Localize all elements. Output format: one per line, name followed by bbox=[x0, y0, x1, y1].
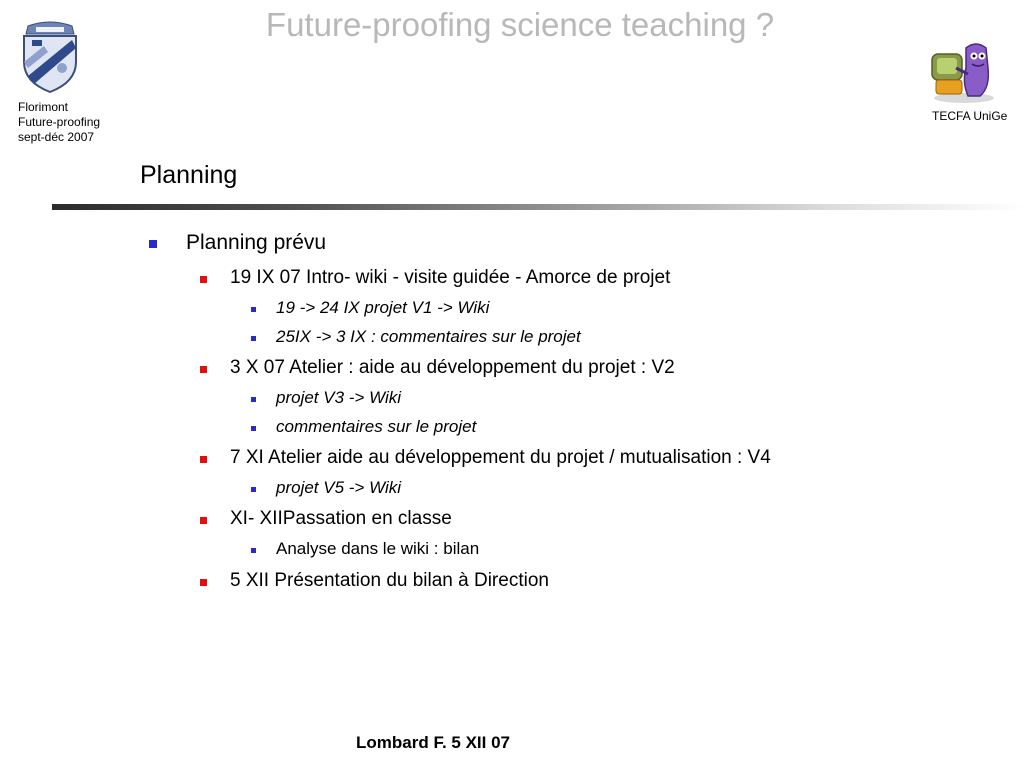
florimont-crest-icon bbox=[14, 18, 86, 94]
square-bullet-icon bbox=[149, 240, 157, 248]
outline-item bbox=[276, 539, 479, 559]
outline-item bbox=[276, 388, 401, 408]
outline-item bbox=[186, 231, 326, 255]
square-bullet-icon bbox=[251, 548, 256, 553]
outline-item-text: 5 XII Présentation du bilan à Direction bbox=[230, 570, 549, 591]
outline-item bbox=[230, 267, 670, 289]
outline-item-text: 7 XI Atelier aide au développement du projet / mutualisation : V4 bbox=[230, 447, 771, 468]
square-bullet-icon bbox=[251, 336, 256, 341]
outline-item-text: XI- XIIPassation en classe bbox=[230, 508, 452, 529]
outline-item bbox=[276, 478, 401, 498]
outline-item-text: 25IX -> 3 IX : commentaires sur le projet bbox=[276, 327, 581, 346]
title-divider bbox=[52, 204, 1024, 210]
outline-item bbox=[276, 298, 489, 318]
left-caption-line: Florimont bbox=[18, 100, 69, 114]
outline-item bbox=[230, 508, 452, 530]
outline-item bbox=[276, 417, 476, 437]
outline-item-text: projet V5 -> Wiki bbox=[276, 478, 402, 497]
outline-item-text: commentaires sur le projet bbox=[276, 417, 477, 436]
square-bullet-icon bbox=[200, 517, 207, 524]
section-title: Planning bbox=[140, 161, 238, 189]
outline-item-text: 3 X 07 Atelier : aide au développement du projet : V2 bbox=[230, 357, 675, 378]
square-bullet-icon bbox=[200, 276, 207, 283]
outline-item bbox=[230, 570, 549, 592]
outline-item bbox=[230, 357, 675, 379]
left-caption-line: sept-déc 2007 bbox=[18, 130, 95, 144]
slide-title: Future-proofing science teaching ? bbox=[265, 6, 775, 43]
square-bullet-icon bbox=[200, 366, 207, 373]
square-bullet-icon bbox=[200, 456, 207, 463]
left-caption-line: Future-proofing bbox=[18, 115, 101, 129]
right-caption: TECFA UniGe bbox=[932, 109, 1008, 123]
outline-item-text: 19 -> 24 IX projet V1 -> Wiki bbox=[276, 298, 490, 317]
outline-item bbox=[230, 447, 771, 469]
slide-footer: Lombard F. 5 XII 07 bbox=[356, 733, 510, 752]
outline-item-text: Analyse dans le wiki : bilan bbox=[276, 539, 480, 558]
square-bullet-icon bbox=[200, 579, 207, 586]
square-bullet-icon bbox=[251, 307, 256, 312]
tecfa-robot-icon bbox=[928, 38, 1000, 104]
outline-item-text: 19 IX 07 Intro- wiki - visite guidée - Amorce de projet bbox=[230, 267, 671, 288]
square-bullet-icon bbox=[251, 397, 256, 402]
outline-item bbox=[276, 327, 581, 347]
left-caption bbox=[18, 100, 100, 145]
outline-item-text: Planning prévu bbox=[186, 231, 327, 254]
outline-item-text: projet V3 -> Wiki bbox=[276, 388, 402, 407]
square-bullet-icon bbox=[251, 426, 256, 431]
square-bullet-icon bbox=[251, 487, 256, 492]
